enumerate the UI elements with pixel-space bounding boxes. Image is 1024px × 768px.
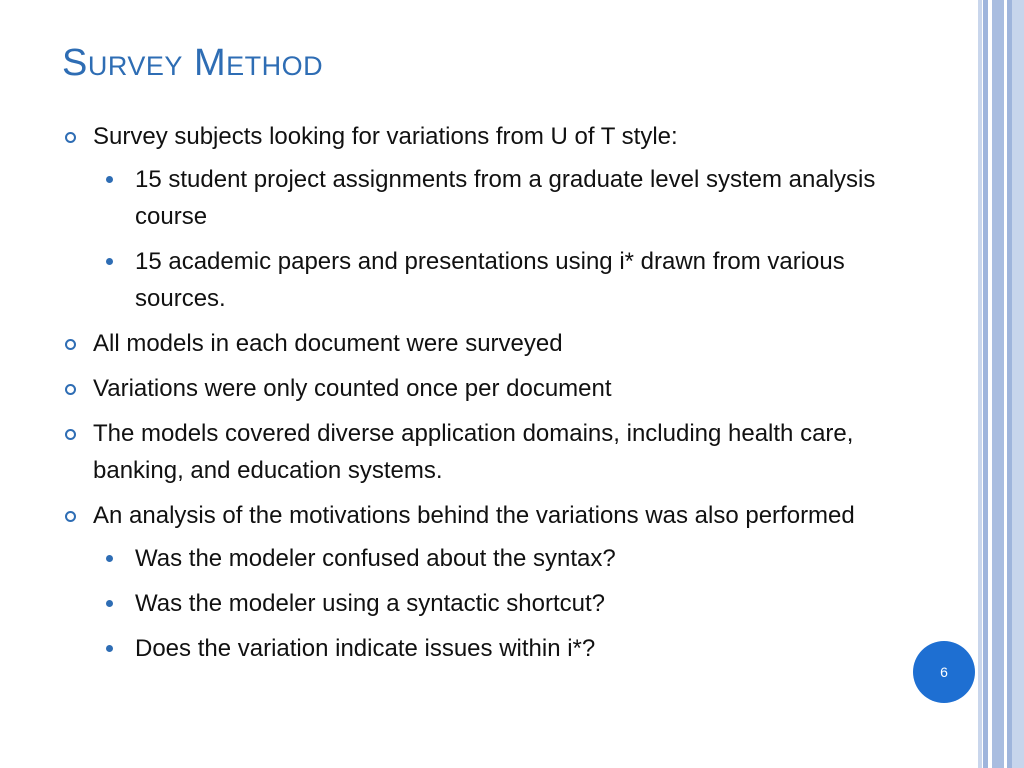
ring-bullet-icon xyxy=(65,429,76,440)
bullet-list xyxy=(62,118,942,675)
sub-bullet-text: Was the modeler confused about the syntax? xyxy=(135,545,616,572)
decorative-stripe xyxy=(978,0,982,768)
decorative-stripe xyxy=(992,0,1004,768)
bullet-item xyxy=(62,370,942,407)
ring-bullet-icon xyxy=(65,511,76,522)
sub-bullet-item xyxy=(93,243,942,317)
bullet-text: An analysis of the motivations behind the variations was also performed xyxy=(93,502,855,529)
sub-bullet-text: 15 student project assignments from a graduate level system analysis course xyxy=(135,166,876,230)
bullet-item xyxy=(62,118,942,317)
bullet-text: The models covered diverse application domains, including health care, banking, and education systems. xyxy=(93,420,854,484)
sub-bullet-list xyxy=(93,540,942,667)
ring-bullet-icon xyxy=(65,384,76,395)
ring-bullet-icon xyxy=(65,339,76,350)
dot-bullet-icon xyxy=(106,645,113,652)
sub-bullet-item xyxy=(93,585,942,622)
page-number: 6 xyxy=(940,664,948,680)
bullet-text: Variations were only counted once per document xyxy=(93,375,612,402)
sub-bullet-text: Was the modeler using a syntactic shortcut? xyxy=(135,590,605,617)
slide-title: Survey Method xyxy=(62,42,324,84)
sub-bullet-text: Does the variation indicate issues within i*? xyxy=(135,635,596,662)
bullet-item xyxy=(62,497,942,667)
sub-bullet-list xyxy=(93,161,942,317)
sub-bullet-item xyxy=(93,161,942,235)
ring-bullet-icon xyxy=(65,132,76,143)
decorative-stripe xyxy=(983,0,988,768)
sub-bullet-item xyxy=(93,540,942,577)
dot-bullet-icon xyxy=(106,176,113,183)
bullet-text: Survey subjects looking for variations from U of T style: xyxy=(93,123,678,150)
decorative-stripe xyxy=(1012,0,1024,768)
bullet-text: All models in each document were surveyed xyxy=(93,330,563,357)
bullet-item xyxy=(62,415,942,489)
page-number-badge xyxy=(913,641,975,703)
bullet-item xyxy=(62,325,942,362)
dot-bullet-icon xyxy=(106,258,113,265)
dot-bullet-icon xyxy=(106,600,113,607)
dot-bullet-icon xyxy=(106,555,113,562)
sub-bullet-text: 15 academic papers and presentations using i* drawn from various sources. xyxy=(135,248,845,312)
sub-bullet-item xyxy=(93,630,942,667)
